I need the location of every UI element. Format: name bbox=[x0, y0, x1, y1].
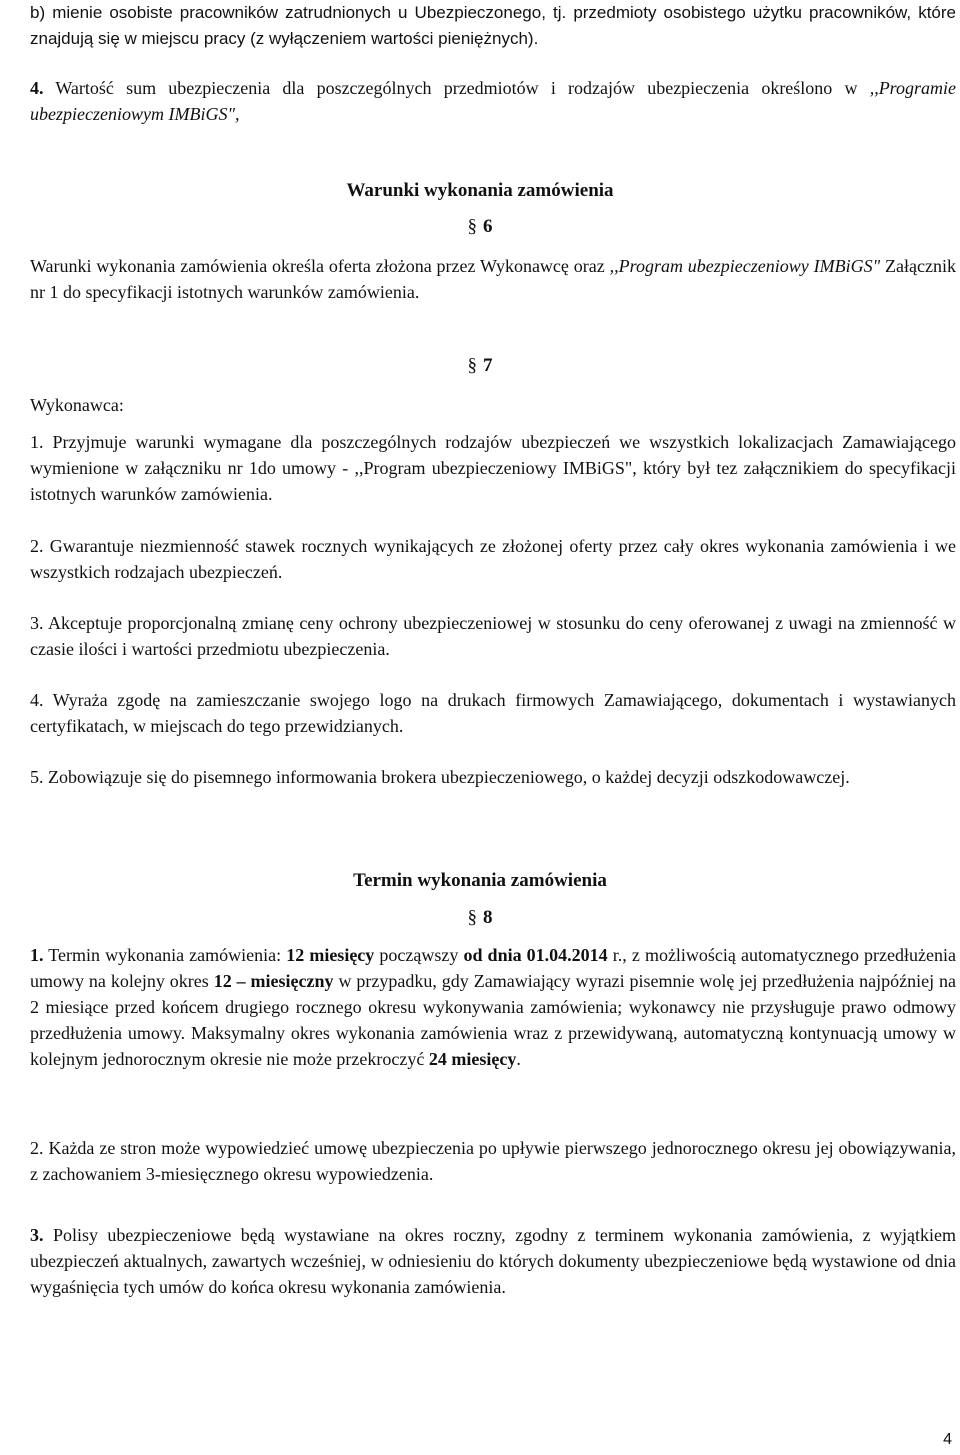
page-number: 4 bbox=[943, 1431, 952, 1448]
sec8-point-2: 2. Każda ze stron może wypowiedzieć umowę ubezpieczenia po upływie pierwszego jednorocznego okresu jej obowiązywania, z zachowaniem 3-miesięcznego okresu wypowiedzenia. bbox=[30, 1138, 956, 1184]
sec8-point-3-text: Polisy ubezpieczeniowe będą wystawiane na okres roczny, zgodny z terminem wykonania zamówienia, z wyjątkiem ubezpieczeń aktualnych, zawartych wcześniej, w odniesieniu do których dokumenty ubezpieczeniowe będą wystawione od dnia wygaśnięcia tych umów do końca okresu wykonania zamówienia. bbox=[30, 1225, 957, 1297]
section-sign: § bbox=[467, 907, 477, 928]
sec8-heading: Termin wykonania zamówienia bbox=[353, 870, 607, 891]
sec6-heading: Warunki wykonania zamówienia bbox=[346, 180, 614, 201]
sec8-point-3 bbox=[30, 1222, 956, 1300]
item-4-paragraph bbox=[30, 75, 956, 127]
sec6-text-a: Warunki wykonania zamówienia określa oferta złożona przez Wykonawcę oraz bbox=[30, 256, 605, 276]
item-b-paragraph: b) mienie osobiste pracowników zatrudnionych u Ubezpieczonego, tj. przedmioty osobistego użytku pracowników, które znajdują się w miejscu pracy (z wyłączeniem wartości pieniężnych). bbox=[30, 3, 956, 48]
sec7-item-1: 1. Przyjmuje warunki wymagane dla poszczególnych rodzajów ubezpieczeń we wszystkich lokalizacjach Zamawiającego wymienione w załączniku nr 1do umowy - ,,Program ubezpieczeniowy IMBiGS", który był tez załącznikiem do specyfikacji istotnych warunków zamówienia. bbox=[30, 432, 956, 504]
sec7-item-5: 5. Zobowiązuje się do pisemnego informowania brokera ubezpieczeniowego, o każdej decyzji odszkodowawczej. bbox=[30, 767, 850, 787]
sec8-point-1 bbox=[30, 942, 956, 1072]
sec8-p1-text-a: Termin wykonania zamówienia: bbox=[48, 945, 282, 965]
item-4-number: 4. bbox=[30, 78, 44, 98]
item-4-program-name: ,,Programie ubezpieczeniowym IMBiGS", bbox=[30, 78, 957, 124]
sec6-program-name: ,,Program ubezpieczeniowy IMBiGS" bbox=[609, 256, 881, 276]
sec8-p1-start-date: od dnia 01.04.2014 bbox=[463, 945, 608, 965]
sec7-item-4: 4. Wyraża zgodę na zamieszczanie swojego logo na drukach firmowych Zamawiającego, dokumentach i wystawianych certyfikatach, w miejscach do tego przewidzianych. bbox=[30, 690, 956, 736]
sec8-p1-max-duration: 24 miesięcy bbox=[428, 1049, 517, 1069]
sec7-label: Wykonawca: bbox=[30, 395, 124, 415]
sec7-item-3: 3. Akceptuje proporcjonalną zmianę ceny ochrony ubezpieczeniowej w stosunku do ceny oferowanej z uwagi na zmienność w czasie ilości i wartości przedmiotu ubezpieczenia. bbox=[30, 613, 956, 659]
sec7-number: 7 bbox=[483, 355, 493, 376]
sec8-number: 8 bbox=[483, 907, 493, 928]
sec7-paragraph-sign bbox=[445, 353, 515, 379]
sec6-number: 6 bbox=[483, 216, 493, 237]
sec8-p1-text-c: począwszy bbox=[379, 945, 459, 965]
sec6-text bbox=[30, 253, 956, 305]
sec8-p1-end: . bbox=[516, 1049, 521, 1069]
section-sign: § bbox=[467, 216, 477, 237]
sec8-p1-duration: 12 miesięcy bbox=[286, 945, 375, 965]
sec7-item-2: 2. Gwarantuje niezmienność stawek rocznych wynikających ze złożonej oferty przez cały okres wykonania zamówienia i we wszystkich rodzajach ubezpieczeń. bbox=[30, 536, 956, 582]
sec6-text-b: Załącznik nr 1 do specyfikacji istotnych warunków zamówienia. bbox=[30, 256, 956, 302]
sec6-paragraph-sign bbox=[445, 214, 515, 240]
sec8-point-1-number: 1. bbox=[30, 945, 44, 965]
sec8-p1-text-e: w przypadku, gdy Zamawiający wyrazi pisemnie wolę jej przedłużenia najpóźniej na 2 miesiące przed końcem drugiego rocznego okresu wykonywania zamówienia; wykonawcy nie przysługuje prawo odmowy przedłużenia umowy. Maksymalny okres wykonania zamówienia wraz z przewidywaną, automatyczną kontynuacją umowy w kolejnym jednorocznym okresie nie może przekroczyć bbox=[30, 971, 957, 1069]
sec8-p1-extension: 12 – miesięczny bbox=[213, 971, 334, 991]
sec8-p1-text-d: r., z możliwością automatycznego przedłużenia umowy na kolejny okres bbox=[30, 945, 956, 991]
sec8-point-3-number: 3. bbox=[30, 1225, 44, 1245]
sec8-paragraph-sign bbox=[445, 905, 515, 931]
section-sign: § bbox=[467, 355, 477, 376]
item-4-text: Wartość sum ubezpieczenia dla poszczególnych przedmiotów i rodzajów ubezpieczenia określono w bbox=[55, 78, 858, 98]
